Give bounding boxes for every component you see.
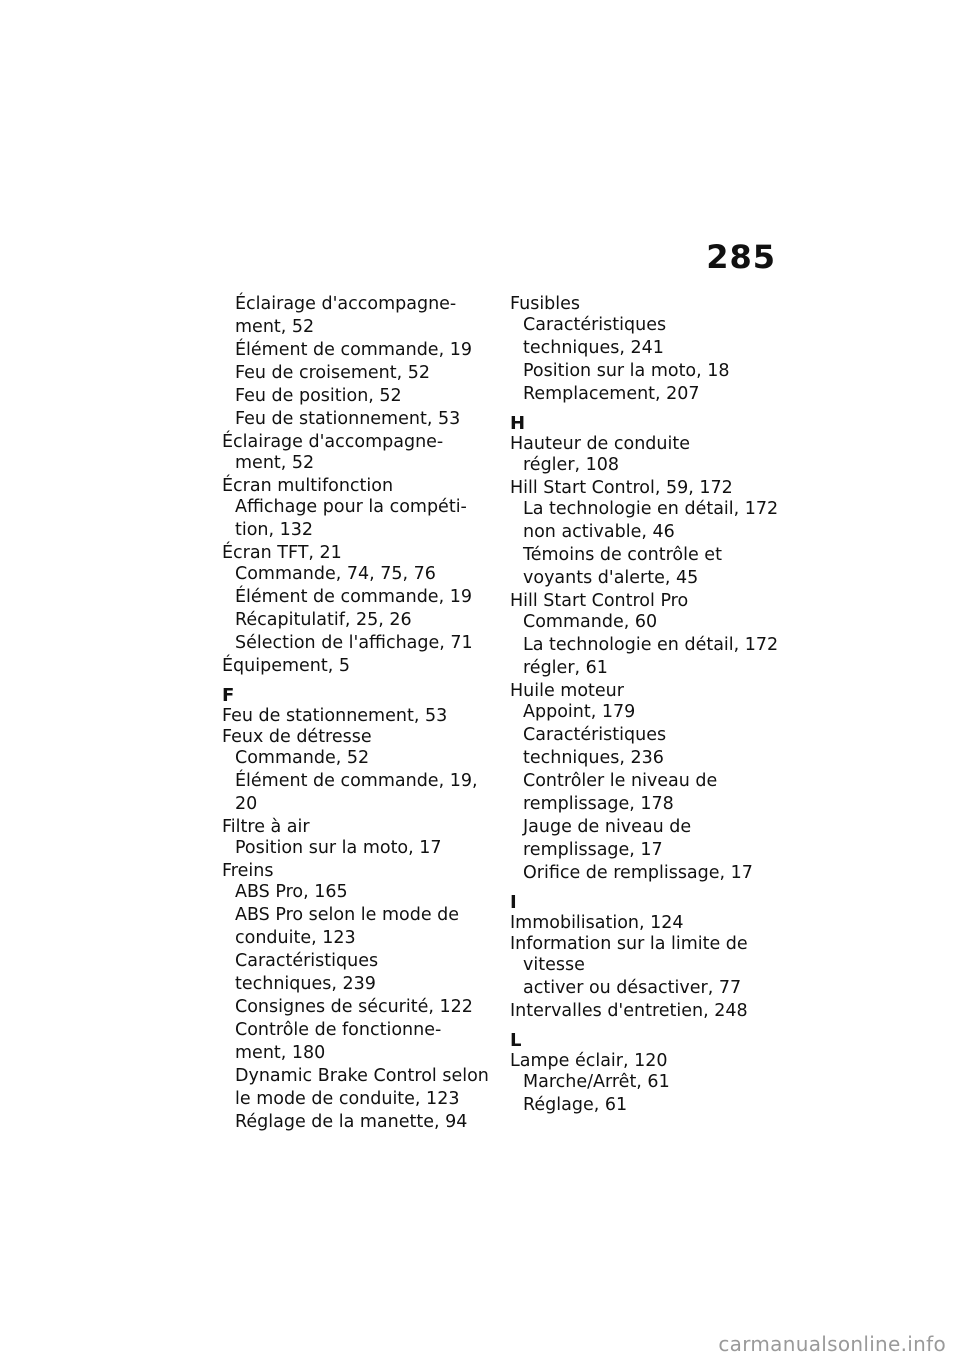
index-entry: Éclairage d'accompagne- <box>222 432 444 452</box>
index-subentry: Feu de position, 52 <box>235 386 402 406</box>
page-number: 285 <box>706 238 776 276</box>
index-column-right <box>510 294 790 1118</box>
index-entry: Équipement, 5 <box>222 656 351 676</box>
index-subentry: régler, 108 <box>523 455 620 475</box>
index-section-letter: L <box>510 1030 522 1051</box>
index-subentry: Marche/Arrêt, 61 <box>523 1072 670 1092</box>
index-subentry: conduite, 123 <box>235 928 356 948</box>
index-subentry: Contrôler le niveau de <box>523 771 718 791</box>
index-subentry: le mode de conduite, 123 <box>235 1089 460 1109</box>
index-entry: Immobilisation, 124 <box>510 913 684 933</box>
index-subentry: Consignes de sécurité, 122 <box>235 997 473 1017</box>
index-subentry: voyants d'alerte, 45 <box>523 568 699 588</box>
index-subentry: régler, 61 <box>523 658 608 678</box>
index-entry: Hill Start Control, 59, 172 <box>510 478 733 498</box>
index-subentry: ment, 180 <box>235 1043 326 1063</box>
index-entry: Intervalles d'entretien, 248 <box>510 1001 748 1021</box>
index-column-left <box>222 294 502 1135</box>
index-subentry: remplissage, 17 <box>523 840 663 860</box>
index-subentry: Contrôle de fonctionne- <box>235 1020 442 1040</box>
index-subentry: Commande, 74, 75, 76 <box>235 564 436 584</box>
index-subentry: non activable, 46 <box>523 522 675 542</box>
index-subentry: techniques, 239 <box>235 974 376 994</box>
index-subentry: Élément de commande, 19 <box>235 587 472 607</box>
index-subentry: Éclairage d'accompagne- <box>235 294 457 314</box>
index-subentry: Remplacement, 207 <box>523 384 700 404</box>
index-subentry: Jauge de niveau de <box>523 817 692 837</box>
index-subentry: Feu de stationnement, 53 <box>235 409 461 429</box>
index-subentry: Position sur la moto, 17 <box>235 838 442 858</box>
index-subentry: Récapitulatif, 25, 26 <box>235 610 412 630</box>
index-subentry: techniques, 236 <box>523 748 664 768</box>
index-entry: Information sur la limite de <box>510 934 748 954</box>
index-entry: Hauteur de conduite <box>510 434 690 454</box>
index-subentry: Sélection de l'affichage, 71 <box>235 633 473 653</box>
index-subentry: Caractéristiques <box>235 951 379 971</box>
index-subentry: La technologie en détail, 172 <box>523 499 779 519</box>
index-subentry: ABS Pro selon le mode de <box>235 905 460 925</box>
index-entry: Lampe éclair, 120 <box>510 1051 668 1071</box>
index-subentry: Témoins de contrôle et <box>523 545 722 565</box>
index-subentry: remplissage, 178 <box>523 794 674 814</box>
index-subentry: Élément de commande, 19, <box>235 771 478 791</box>
index-subentry: ABS Pro, 165 <box>235 882 348 902</box>
index-subentry: Appoint, 179 <box>523 702 636 722</box>
index-entry: Hill Start Control Pro <box>510 591 689 611</box>
index-subentry: La technologie en détail, 172 <box>523 635 779 655</box>
index-section-letter: I <box>510 892 517 913</box>
index-entry: Fusibles <box>510 294 581 314</box>
index-subentry: Position sur la moto, 18 <box>523 361 730 381</box>
index-subentry: Commande, 52 <box>235 748 370 768</box>
index-entry: Écran TFT, 21 <box>222 543 342 563</box>
index-subentry: activer ou désactiver, 77 <box>523 978 742 998</box>
watermark: carmanualsonline.info <box>718 1332 946 1356</box>
index-subentry: Caractéristiques <box>523 315 667 335</box>
index-subentry: Commande, 60 <box>523 612 658 632</box>
index-entry: Écran multifonction <box>222 476 394 496</box>
index-entry: Filtre à air <box>222 817 310 837</box>
index-subentry: techniques, 241 <box>523 338 664 358</box>
index-subentry: Caractéristiques <box>523 725 667 745</box>
index-entry: Huile moteur <box>510 681 624 701</box>
index-entry: Freins <box>222 861 274 881</box>
index-subentry: 20 <box>235 794 258 814</box>
index-section-letter: H <box>510 413 526 434</box>
index-subentry: tion, 132 <box>235 520 314 540</box>
index-subentry: Feu de croisement, 52 <box>235 363 431 383</box>
index-subentry: ment, 52 <box>235 453 315 473</box>
index-subentry: Réglage, 61 <box>523 1095 628 1115</box>
index-subentry: Dynamic Brake Control selon <box>235 1066 489 1086</box>
index-section-letter: F <box>222 685 235 706</box>
index-subentry: ment, 52 <box>235 317 315 337</box>
index-entry: Feux de détresse <box>222 727 372 747</box>
index-subentry: Réglage de la manette, 94 <box>235 1112 468 1132</box>
index-subentry: vitesse <box>523 955 585 975</box>
index-subentry: Élément de commande, 19 <box>235 340 472 360</box>
index-subentry: Affichage pour la compéti- <box>235 497 467 517</box>
index-entry: Feu de stationnement, 53 <box>222 706 448 726</box>
index-subentry: Orifice de remplissage, 17 <box>523 863 753 883</box>
